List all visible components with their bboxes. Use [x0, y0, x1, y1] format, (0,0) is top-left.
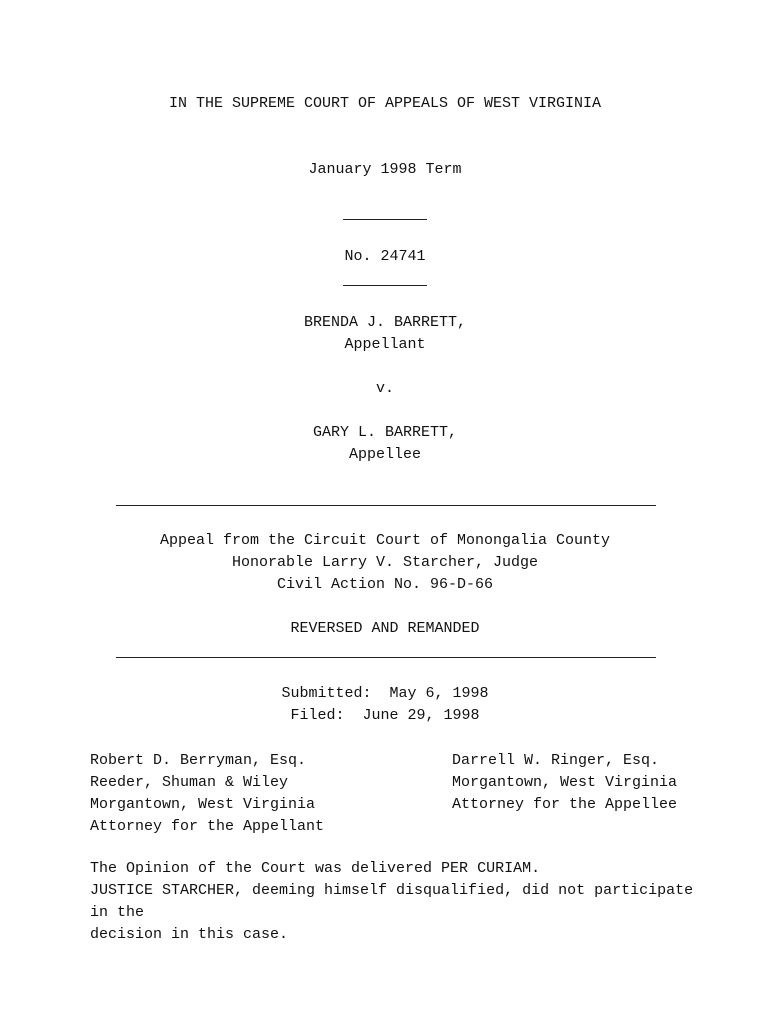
appellee-name: GARY L. BARRETT, — [312, 424, 458, 441]
appellee-counsel-line: Attorney for the Appellee — [452, 796, 678, 813]
divider-long-bottom — [116, 657, 656, 658]
appellee-counsel — [452, 750, 752, 816]
disposition: REVERSED AND REMANDED — [290, 620, 480, 637]
opinion-line: JUSTICE STARCHER, deeming himself disqualified, did not participate in the — [90, 882, 703, 921]
appellee-counsel-line: Darrell W. Ringer, Esq. — [452, 752, 660, 769]
appellant-counsel-line: Reeder, Shuman & Wiley — [90, 774, 289, 791]
appeal-from: Appeal from the Circuit Court of Monongalia County — [159, 532, 611, 549]
term: January 1998 Term — [308, 161, 462, 178]
submitted-date: Submitted: May 6, 1998 — [281, 685, 489, 702]
appellant-counsel — [90, 750, 420, 838]
appellant-role: Appellant — [344, 336, 426, 353]
filed-date: Filed: June 29, 1998 — [290, 707, 480, 724]
appellant-counsel-line: Robert D. Berryman, Esq. — [90, 752, 307, 769]
opinion-line: decision in this case. — [90, 926, 289, 943]
appellant-counsel-line: Attorney for the Appellant — [90, 818, 325, 835]
judge: Honorable Larry V. Starcher, Judge — [231, 554, 539, 571]
appellant-name: BRENDA J. BARRETT, — [303, 314, 467, 331]
appellee-role: Appellee — [348, 446, 421, 463]
versus: v. — [375, 380, 394, 397]
civil-action: Civil Action No. 96-D-66 — [276, 576, 494, 593]
opinion-statement — [90, 858, 703, 946]
court-title: IN THE SUPREME COURT OF APPEALS OF WEST VIRGINIA — [168, 95, 602, 112]
divider-short-top — [343, 219, 427, 220]
case-number: No. 24741 — [344, 248, 426, 265]
appellant-counsel-line: Morgantown, West Virginia — [90, 796, 316, 813]
opinion-line: The Opinion of the Court was delivered PER CURIAM. — [90, 860, 541, 877]
divider-long-top — [116, 505, 656, 506]
divider-short-bottom — [343, 285, 427, 286]
appellee-counsel-line: Morgantown, West Virginia — [452, 774, 678, 791]
